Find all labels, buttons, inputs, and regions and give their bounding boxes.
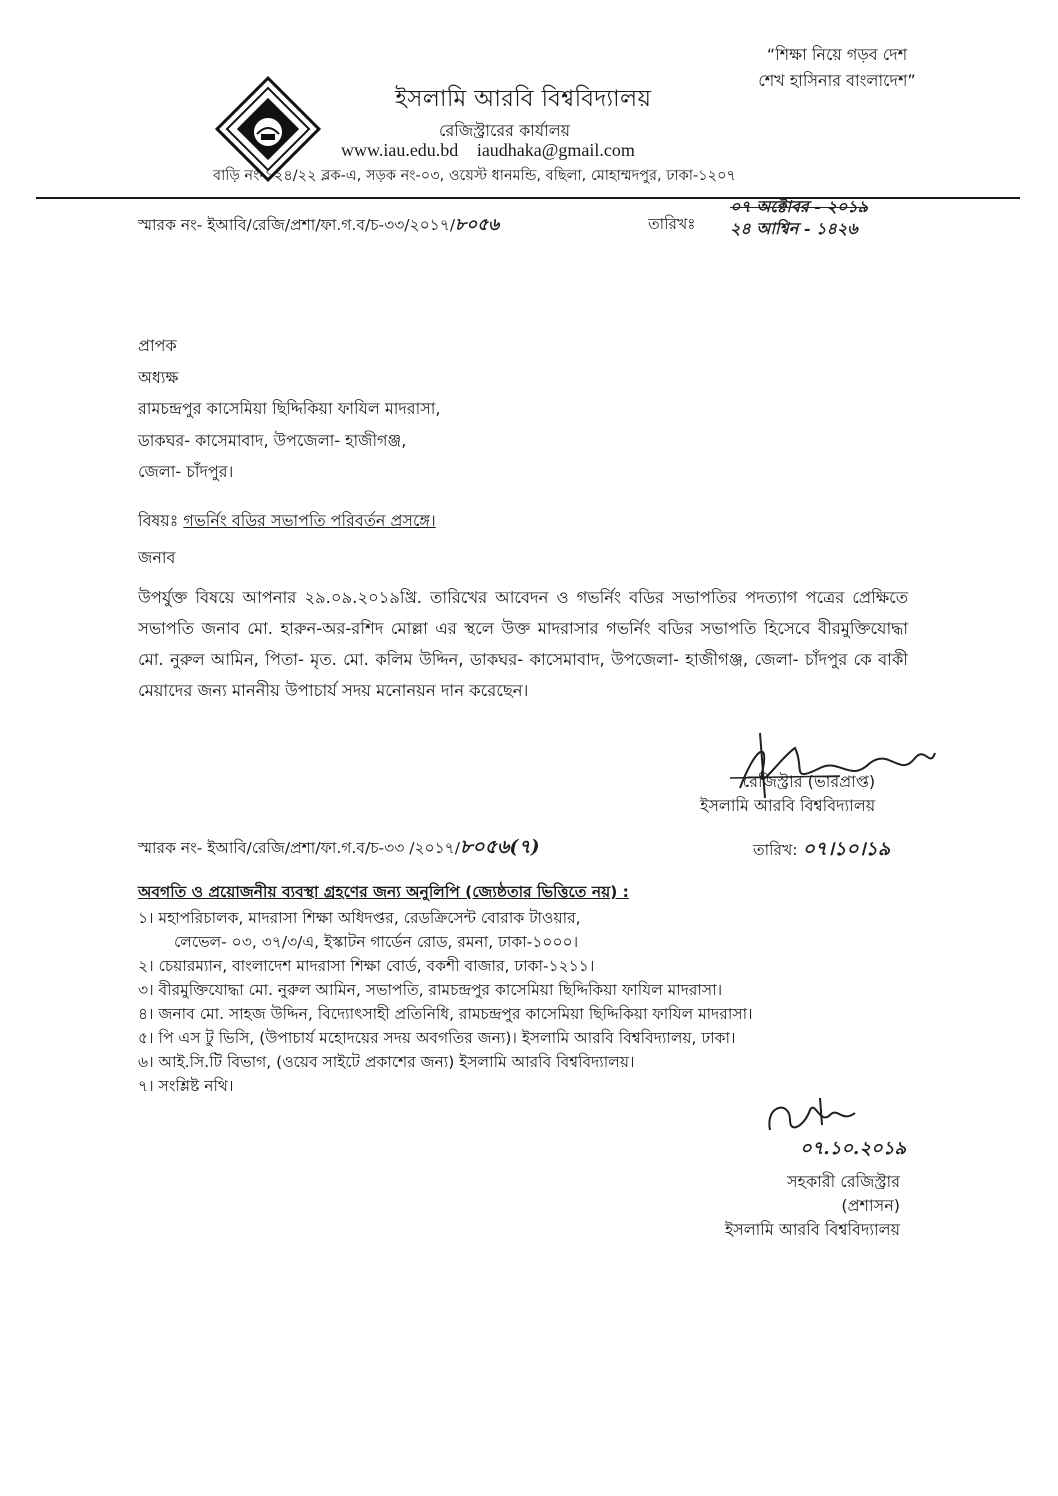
slogan-line-1: “শিক্ষা নিয়ে গড়ব দেশ [766, 45, 908, 64]
copy-item: ৭। সংশ্লিষ্ট নথি। [138, 1077, 234, 1095]
memo2-date-handwritten: ০৭।১০।১৯ [802, 838, 891, 860]
recipient-line-3: জেলা- চাঁদপুর। [138, 462, 234, 481]
recipient-line-1: রামচন্দ্রপুর কাসেমিয়া ছিদ্দিকিয়া ফাযিল মাদরাসা, [138, 399, 441, 418]
memo2-date [753, 835, 890, 867]
copy-item: ৬। আই.সি.টি বিভাগ, (ওয়েব সাইটে প্রকাশের জন্য) ইসলামি আরবি বিশ্ববিদ্যালয়। [138, 1053, 635, 1071]
copy-item: ২। চেয়ারম্যান, বাংলাদেশ মাদরাসা শিক্ষা বোর্ড, বকশী বাজার, ঢাকা-১২১১। [138, 957, 595, 975]
date-gregorian: ০৭ অক্টোবর - ২০১৯ [730, 197, 869, 216]
copy-list [138, 906, 753, 1098]
assistant-registrar-department: (প্রশাসন) [841, 1196, 900, 1215]
body-paragraph: উপর্যুক্ত বিষয়ে আপনার ২৯.০৯.২০১৯খ্রি. তারিখের আবেদন ও গভর্নিং বডির সভাপতির পদত্যাগ পত্রের প্রেক্ষিতে সভাপতি জনাব মো. হারুন-অর-রশিদ মোল্লা এর স্থলে উক্ত মাদরাসার গভর্নিং বডির সভাপতি হিসেবে বীরমুক্তিযোদ্ধা মো. নুরুল আমিন, পিতা- মৃত. মো. কলিম উদ্দিন, ডাকঘর- কাসেমাবাদ, উপজেলা- হাজীগঞ্জ, জেলা- চাঁদপুর কে বাকী মেয়াদের জন্য মাননীয় উপাচার্য সদয় মনোনয়ন দান করেছেন। [138, 588, 908, 700]
subject-line [138, 508, 436, 535]
subject-text: গভর্নিং বডির সভাপতি পরিবর্তন প্রসঙ্গে। [183, 511, 436, 530]
copy-heading: অবগতি ও প্রয়োজনীয় ব্যবস্থা গ্রহণের জন্য অনুলিপি (জ্যেষ্ঠতার ভিত্তিতে নয়) : [138, 883, 629, 901]
memo-number [138, 212, 499, 240]
email-link[interactable]: iaudhaka@gmail.com [476, 140, 635, 160]
copy-item: ৩। বীরমুক্তিযোদ্ধা মো. নুরুল আমিন, সভাপতি, রামচন্দ্রপুর কাসেমিয়া ছিদ্দিকিয়া ফাযিল মাদরাসা। [138, 981, 723, 999]
date-handwritten [730, 196, 868, 240]
memo2-date-label: তারিখ: [753, 841, 798, 859]
memo-number-2 [138, 833, 540, 865]
registrar-designation: রেজিস্ট্রার (ভারপ্রাপ্ত) [742, 772, 876, 791]
address-line: বাড়ি নং-১২৪/২২ ব্লক-এ, সড়ক নং-০৩, ওয়েস্ট ধানমন্ডি, বছিলা, মোহাম্মদপুর, ঢাকা-১২০৭ [213, 168, 736, 184]
website-link[interactable]: www.iau.edu.bd [341, 140, 459, 160]
memo2-prefix: স্মারক নং- ইআবি/রেজি/প্রশা/ফা.গ.ব/চ-৩৩ /২০১৭/ [138, 839, 460, 857]
recipient-title: অধ্যক্ষ [138, 367, 179, 387]
recipient-label: প্রাপক [138, 336, 177, 355]
recipient-block [138, 330, 441, 488]
date-label: তারিখঃ [648, 215, 696, 233]
copy-item: ৫। পি এস টু ভিসি, (উপাচার্য মহোদয়ের সদয় অবগতির জন্য)। ইসলামি আরবি বিশ্ববিদ্যালয়, ঢাকা। [138, 1029, 736, 1047]
header-divider [36, 197, 1020, 199]
memo-prefix: স্মারক নং- ইআবি/রেজি/প্রশা/ফা.গ.ব/চ-৩৩/২০১৭/ [138, 216, 456, 234]
date-bangla: ২৪ আশ্বিন - ১৪২৬ [730, 219, 858, 238]
slogan-line-2: শেখ হাসিনার বাংলাদেশ” [758, 71, 916, 90]
registrar-institution: ইসলামি আরবি বিশ্ববিদ্যালয় [700, 796, 876, 815]
signature-block-2 [700, 1170, 900, 1242]
assistant-registrar-designation: সহকারী রেজিস্ট্রার [786, 1172, 900, 1191]
signature-block-1 [700, 770, 875, 818]
memo-number-handwritten: ৮০৫৬ [455, 215, 500, 235]
subject-label: বিষয়ঃ [138, 511, 179, 530]
university-name: ইসলামি আরবি বিশ্ববিদ্যালয় [395, 86, 652, 112]
contact-line [341, 140, 635, 161]
salutation: জনাব [138, 548, 176, 567]
copy-item-text: ১। মহাপরিচালক, মাদরাসা শিক্ষা অধিদপ্তর, রেডক্রিসেন্ট বোরাক টাওয়ার, [138, 909, 581, 927]
office-name: রেজিস্ট্রারের কার্যালয় [439, 121, 571, 140]
signature2-date-handwritten: ০৭.১০.২০১৯ [800, 1138, 907, 1159]
recipient-line-2: ডাকঘর- কাসেমাবাদ, উপজেলা- হাজীগঞ্জ, [138, 430, 407, 450]
copy-item-continuation: লেভেল- ০৩, ৩৭/৩/এ, ইস্কাটন গার্ডেন রোড, রমনা, ঢাকা-১০০০। [174, 933, 579, 951]
copy-item [138, 906, 753, 954]
slogan [722, 42, 952, 94]
memo2-number-handwritten: ৮০৫৬(৭) [459, 836, 540, 858]
copy-item: ৪। জনাব মো. সাহজ উদ্দিন, বিদ্যোৎসাহী প্রতিনিধি, রামচন্দ্রপুর কাসেমিয়া ছিদ্দিকিয়া ফাযিল মাদরাসা। [138, 1005, 753, 1023]
assistant-registrar-institution: ইসলামি আরবি বিশ্ববিদ্যালয় [724, 1220, 900, 1239]
